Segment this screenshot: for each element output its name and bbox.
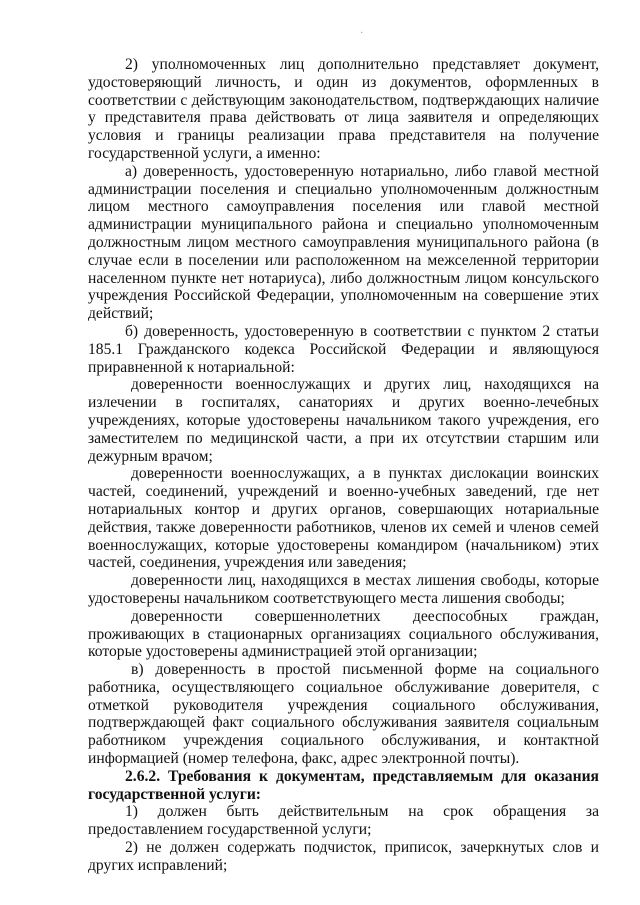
document-body (88, 56, 599, 875)
requirement-item-2: 2) не должен содержать подчисток, приписок, зачеркнутых слов и других исправлений; (88, 839, 599, 874)
paragraph-residential-care-proxies: доверенности совершеннолетних дееспособных граждан, проживающих в стационарных организациях социального обслуживания, которые удостоверены администрацией этой организации; (88, 607, 599, 661)
paragraph-military-proxies: доверенности военнослужащих, а в пунктах дислокации воинских частей, соединений, учреждений и военно-учебных заведений, где нет нотариальных контор и других органов, совершающих нотариальные действия, также доверенности работников, членов их семей и членов семей военнослужащих, которые удостоверены командиром (начальником) этих частей, соединения, учреждения или заведения; (88, 465, 599, 572)
paragraph-notarial-proxy: а) доверенность, удостоверенную нотариально, либо главой местной администрации поселения и специально уполномоченным должностным лицом местного самоуправления поселения или главой местной администрации муниципального района и специально уполномоченным должностным лицом местного самоуправления муниципального района (в случае если в поселении или расположенном на межселенной территории населенном пункте нет нотариуса), либо должностным лицом консульского учреждения Российской Федерации, уполномоченным на совершение этих действий; (88, 162, 599, 323)
paragraph-social-worker-proxy: в) доверенность в простой письменной форме на социального работника, осуществляющего социальное обслуживание доверителя, с отметкой руководителя учреждения социального обслуживания, подтверждающей факт социального обслуживания заявителя социальным работником учреждения социального обслуживания, и контактной информацией (номер телефона, факс, адрес электронной почты). (88, 661, 599, 768)
section-heading-2-6-2: 2.6.2. Требования к документам, представляемым для оказания государственной услуги: (88, 767, 599, 803)
paragraph-hospital-proxies: доверенности военнослужащих и других лиц, находящихся на излечении в госпиталях, санаториях и других военно-лечебных учреждениях, которые удостоверены начальником такого учреждения, его заместителем по медицинской части, а при их отсутствии старшим или дежурным врачом; (88, 376, 599, 465)
paragraph-equivalent-proxy: б) доверенность, удостоверенную в соответствии с пунктом 2 статьи 185.1 Гражданского кодекса Российской Федерации и являющуюся приравненной к нотариальной: (88, 322, 599, 376)
scan-mark: · (360, 28, 364, 39)
paragraph-representative-documents: 2) уполномоченных лиц дополнительно представляет документ, удостоверяющий личность, и один из документов, оформленных в соответствии с действующим законодательством, подтверждающих наличие у представителя права действовать от лица заявителя и определяющих условия и границы реализации права представителя на получение государственной услуги, а именно: (88, 56, 599, 162)
paragraph-prison-proxies: доверенности лиц, находящихся в местах лишения свободы, которые удостоверены начальником соответствующего места лишения свободы; (88, 572, 599, 607)
requirement-item-1: 1) должен быть действительным на срок обращения за предоставлением государственной услуги; (88, 803, 599, 839)
